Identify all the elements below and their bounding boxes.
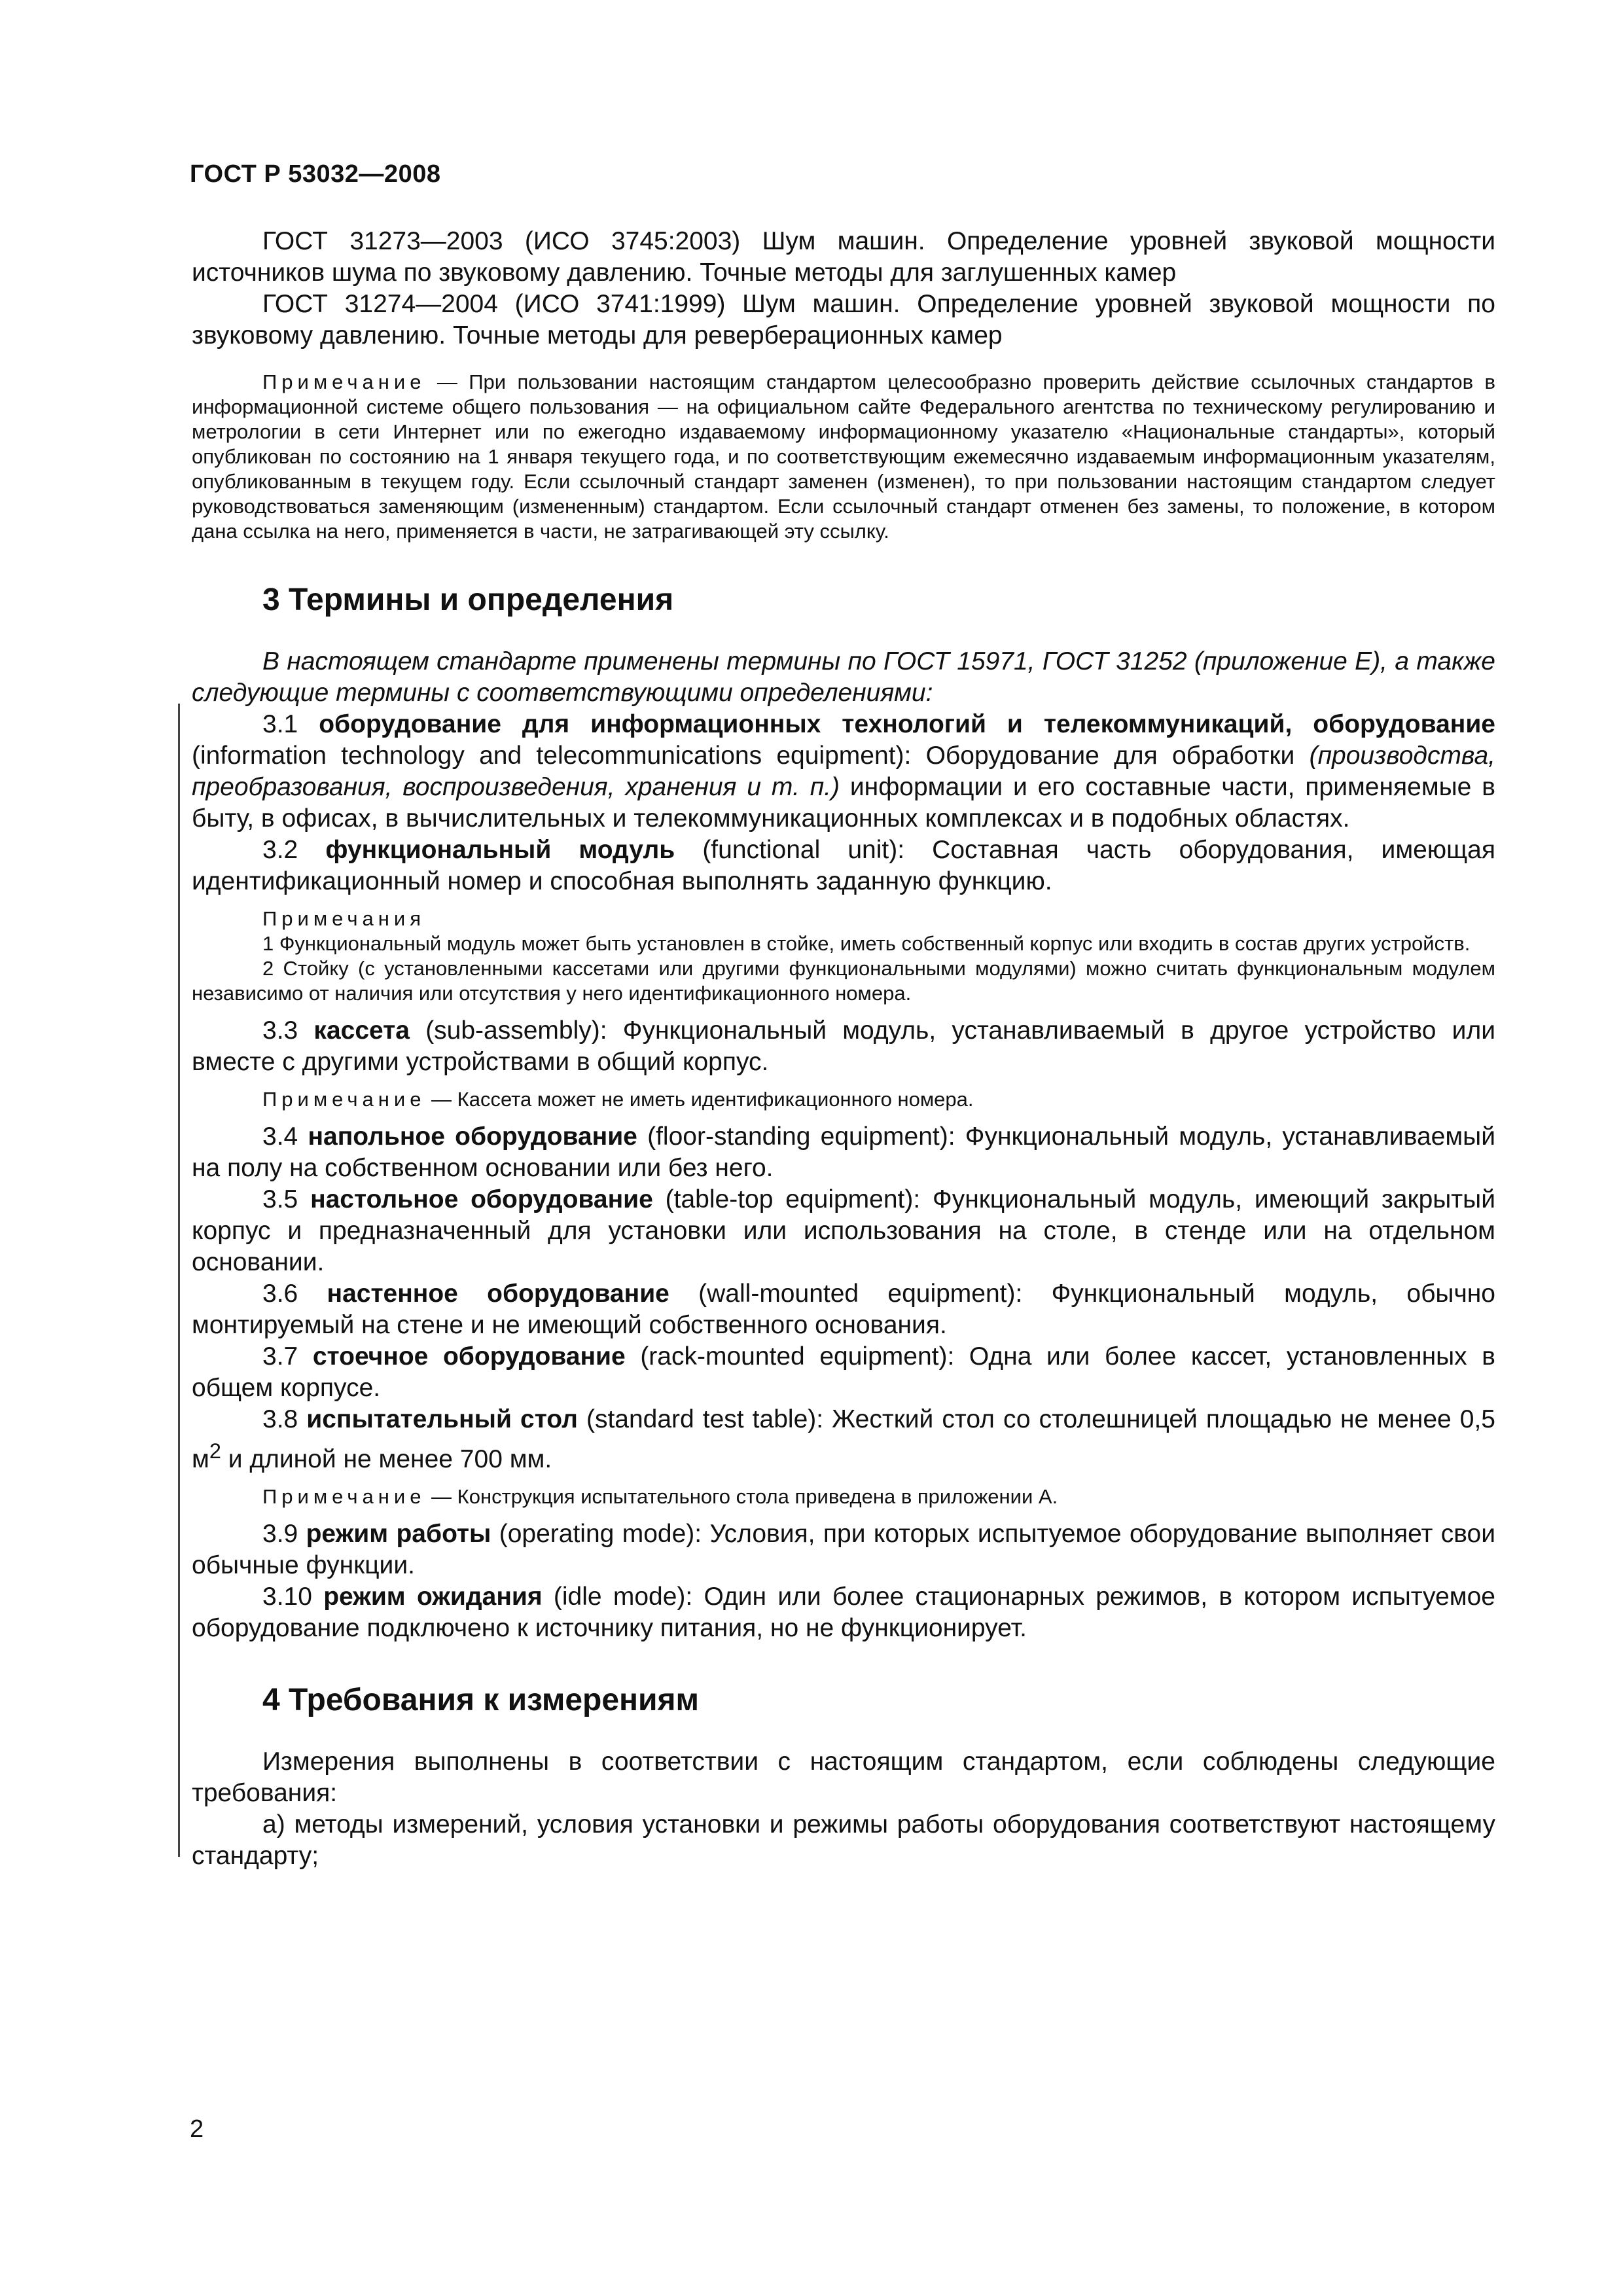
term-definition: (rack-mounted equipment): Одна или более кассет, установленных в общем корпусе. [192, 1342, 1495, 1402]
term-name: функциональный модуль [325, 836, 675, 864]
term-number: 3.6 [262, 1280, 327, 1308]
term-definition: (operating mode): Условия, при которых испытуемое оборудование выполняет свои обычные функции. [192, 1520, 1495, 1579]
note-label: Примечание [262, 1485, 426, 1508]
term-3-1 [192, 709, 1495, 834]
term-definition: (standard test table): Жесткий стол со столешницей площадью не менее 0,5 м [192, 1405, 1495, 1473]
section-4-paragraph: Измерения выполнены в соответствии с настоящим стандартом, если соблюдены следующие требования: [192, 1748, 1495, 1807]
term-definition: (table-top equipment): Функциональный модуль, имеющий закрытый корпус и предназначенный для установки или использования на столе, в стенде или на отдельном основании. [192, 1185, 1495, 1276]
term-name: кассета [313, 1016, 410, 1045]
term-name: стоечное оборудование [312, 1342, 626, 1371]
term-name: режим работы [306, 1520, 491, 1548]
term-definition: (floor-standing equipment): Функциональный модуль, устанавливаемый на полу на собственном основании или без него. [192, 1122, 1495, 1182]
term-definition-italic: (производства, преобразования, воспроизведения, хранения и т. п.) [192, 742, 1495, 801]
term-name: оборудование для информационных технологий и телекоммуникаций, оборудование [319, 710, 1495, 738]
superscript-2: 2 [209, 1439, 221, 1463]
term-definition: (functional unit): Составная часть оборудования, имеющая идентификационный номер и способная выполнять заданную функцию. [192, 836, 1495, 895]
term-definition: (wall-mounted equipment): Функциональный модуль, обычно монтируемый на стене и не имеющий собственного основания. [192, 1280, 1495, 1339]
term-3-6 [192, 1278, 1495, 1341]
note-text: — Кассета может не иметь идентификационного номера. [425, 1088, 974, 1111]
term-3-2 [192, 834, 1495, 897]
term-3-4 [192, 1121, 1495, 1184]
term-3-8 [192, 1404, 1495, 1475]
term-definition: (information technology and telecommunications equipment): Оборудование для обработки [192, 742, 1310, 770]
term-name: настольное оборудование [310, 1185, 653, 1213]
term-number: 3.4 [262, 1122, 308, 1151]
term-name: режим ожидания [323, 1583, 543, 1611]
page-content [192, 226, 1495, 1872]
reference-gost-31274: ГОСТ 31274—2004 (ИСО 3741:1999) Шум машин. Определение уровней звуковой мощности по звуковому давлению. Точные методы для реверберационных камер [192, 290, 1495, 350]
note-label: Примечание [262, 1088, 426, 1111]
term-3-3 [192, 1015, 1495, 1078]
section-3-heading: 3 Термины и определения [262, 583, 674, 617]
notes-3-2-label: Примечания [262, 907, 425, 930]
section-3-intro: В настоящем стандарте применены термины по ГОСТ 15971, ГОСТ 31252 (приложение Е), а также следующие термины с соответствующими определениями: [192, 647, 1495, 707]
change-bar [178, 704, 180, 1857]
note-3-2-item-1: 1 Функциональный модуль может быть установлен в стойке, иметь собственный корпус или входить в состав других устройств. [262, 932, 1471, 955]
term-definition-end: информации и его составные части, применяемые в быту, в офисах, в вычислительных и телекоммуникационных комплексах и в подобных областях. [192, 773, 1495, 833]
term-number: 3.8 [262, 1405, 307, 1433]
term-3-7 [192, 1341, 1495, 1404]
term-3-9 [192, 1518, 1495, 1581]
term-number: 3.5 [262, 1185, 311, 1213]
reference-gost-31273: ГОСТ 31273—2003 (ИСО 3745:2003) Шум машин. Определение уровней звуковой мощности источников шума по звуковому давлению. Точные методы для заглушенных камер [192, 227, 1495, 287]
term-definition: (idle mode): Один или более стационарных режимов, в котором испытуемое оборудование подключено к источнику питания, но не функционирует. [192, 1583, 1495, 1642]
term-number: 3.9 [262, 1520, 306, 1548]
note-3-3 [192, 1087, 1495, 1112]
term-3-10 [192, 1581, 1495, 1644]
note-text: — При пользовании настоящим стандартом целесообразно проверить действие ссылочных стандартов в информационной системе общего пользования — на официальном сайте Федерального агентства по техническому регулированию и метрологии в сети Интернет или по ежегодно издаваемому информационному указателю «Национальные стандарты», который опубликован по состоянию на 1 января текущего года, и по соответствующим ежемесячно издаваемым информационным указателям, опубликованным в текущем году. Если ссылочный стандарт заменен (изменен), то при пользовании настоящим стандартом следует руководствоваться заменяющим (измененным) стандартом. Если ссылочный стандарт отменен без замены, то положение, в котором дана ссылка на него, применяется в части, не затрагивающей эту ссылку. [192, 370, 1495, 543]
note-references [192, 370, 1495, 544]
term-definition-end: и длиной не менее 700 мм. [221, 1445, 552, 1473]
page-number: 2 [190, 2115, 204, 2143]
term-name: напольное оборудование [308, 1122, 637, 1151]
section-4-item-a: а) методы измерений, условия установки и режимы работы оборудования соответствуют настоящему стандарту; [192, 1810, 1495, 1870]
note-text: — Конструкция испытательного стола приведена в приложении А. [425, 1485, 1058, 1508]
term-number: 3.7 [262, 1342, 313, 1371]
term-3-5 [192, 1184, 1495, 1278]
term-name: настенное оборудование [327, 1280, 669, 1308]
note-3-2-item-2: 2 Стойку (с установленными кассетами или другими функциональными модулями) можно считать функциональным модулем независимо от наличия или отсутствия у него идентификационного номера. [192, 957, 1495, 1005]
term-number: 3.10 [262, 1583, 324, 1611]
term-definition: (sub-assembly): Функциональный модуль, устанавливаемый в другое устройство или вместе с другими устройствами в общий корпус. [192, 1016, 1495, 1076]
term-number: 3.1 [262, 710, 319, 738]
term-name: испытательный стол [306, 1405, 578, 1433]
note-3-8 [192, 1484, 1495, 1509]
term-number: 3.3 [262, 1016, 314, 1045]
section-4-heading: 4 Требования к измерениям [262, 1683, 700, 1717]
page-header-code: ГОСТ Р 53032—2008 [190, 160, 441, 188]
term-number: 3.2 [262, 836, 326, 864]
note-label: Примечание [262, 370, 426, 393]
